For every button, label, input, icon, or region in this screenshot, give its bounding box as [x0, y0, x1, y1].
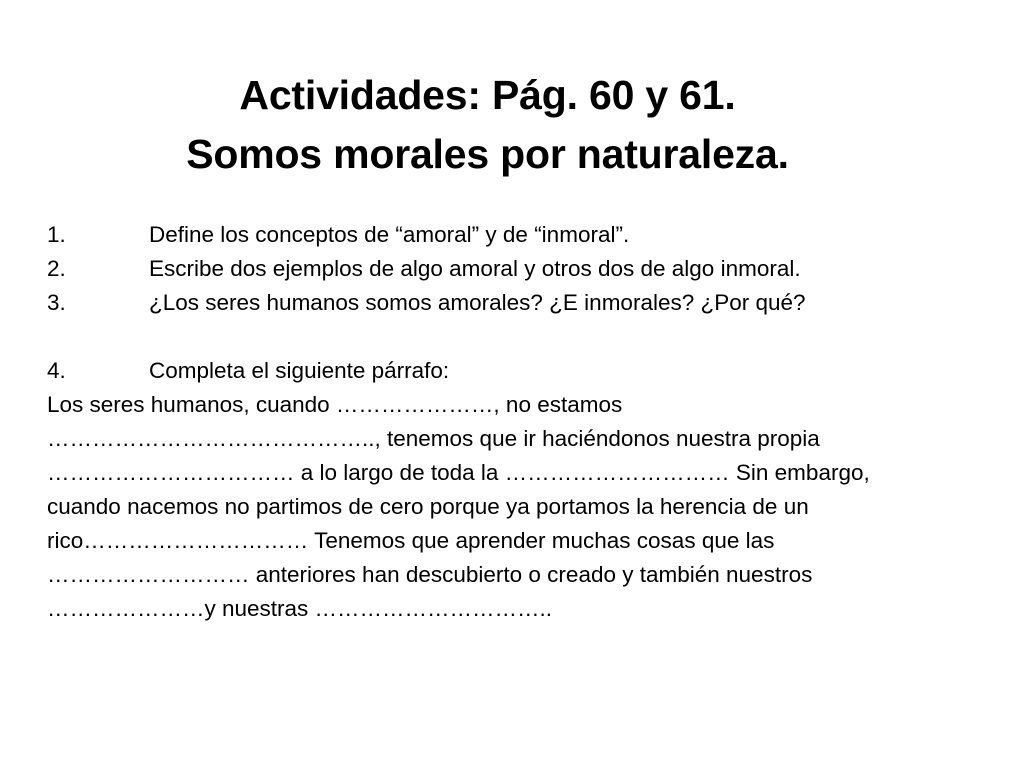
question-number: 4.	[47, 358, 66, 383]
activities-body	[47, 218, 997, 626]
slide-title	[0, 66, 975, 184]
paragraph-line-2: …………………………………….., tenemos que ir haciéndonos nuestra propia	[47, 426, 820, 451]
question-text: ¿Los seres humanos somos amorales? ¿E inmorales? ¿Por qué?	[149, 290, 806, 315]
question-item-3	[47, 286, 997, 320]
question-text: Define los conceptos de “amoral” y de “inmoral”.	[149, 222, 630, 247]
question-number: 2.	[47, 256, 66, 281]
paragraph-line-3: …………………………… a lo largo de toda la ………………………… Sin embargo,	[47, 460, 870, 485]
paragraph-line-6: ……………………… anteriores han descubierto o creado y también nuestros	[47, 562, 813, 587]
question-item-4	[47, 354, 997, 388]
question-number: 3.	[47, 290, 66, 315]
paragraph-line-4: cuando nacemos no partimos de cero porque ya portamos la herencia de un	[47, 494, 809, 519]
question-text: Escribe dos ejemplos de algo amoral y otros dos de algo inmoral.	[149, 256, 801, 281]
question-number: 1.	[47, 222, 66, 247]
paragraph-line-7: …………………y nuestras …………………………..	[47, 596, 553, 621]
paragraph-line-1: Los seres humanos, cuando …………………, no estamos	[47, 392, 623, 417]
title-line-2: Somos morales por naturaleza.	[186, 131, 789, 177]
question-text: Completa el siguiente párrafo:	[149, 358, 450, 383]
question-item-1	[47, 218, 997, 252]
paragraph-line-5: rico………………………… Tenemos que aprender muchas cosas que las	[47, 528, 775, 553]
question-item-2	[47, 252, 997, 286]
title-line-1: Actividades: Pág. 60 y 61.	[239, 72, 736, 118]
spacer	[47, 320, 997, 354]
